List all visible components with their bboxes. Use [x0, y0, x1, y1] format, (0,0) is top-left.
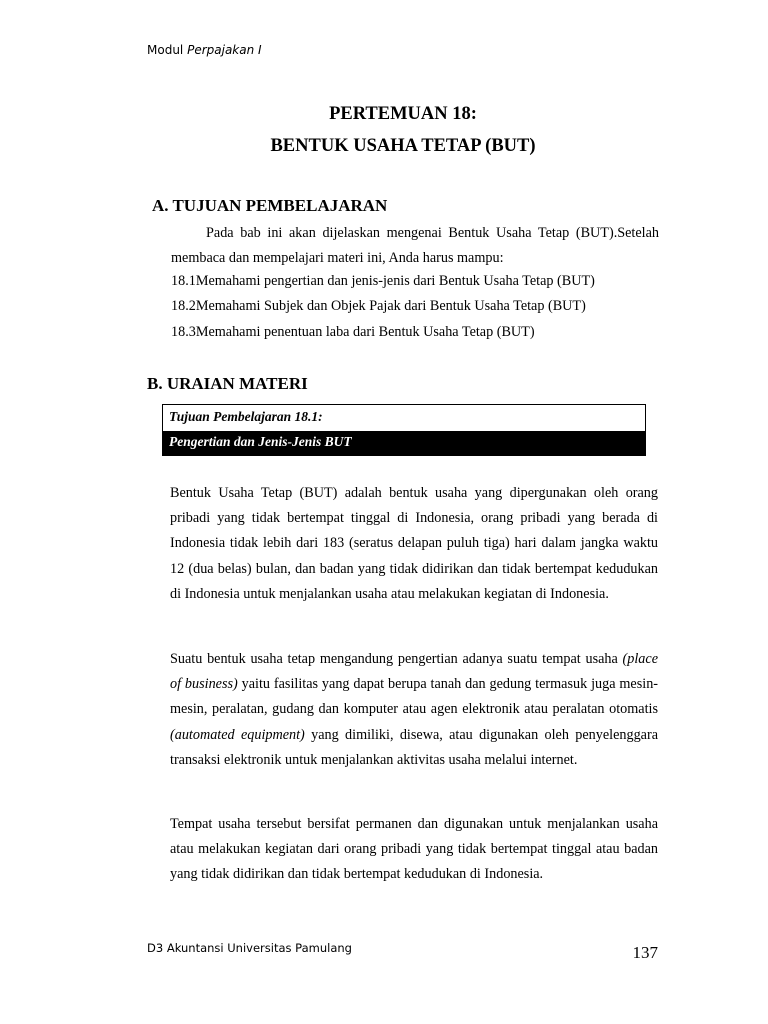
paragraph-place-of-business — [170, 647, 658, 773]
paragraph-definition: Bentuk Usaha Tetap (BUT) adalah bentuk usaha yang dipergunakan oleh orang pribadi yang tidak bertempat tinggal di Indonesia, orang pribadi yang berada di Indonesia tidak lebih dari 183 (seratus delapan puluh tiga) hari dalam jangka waktu 12 (dua belas) bulan, dan badan yang tidak didirikan dan tidak bertempat kedudukan di Indonesia untuk menjalankan usaha atau melakukan kegiatan di Indonesia. — [170, 485, 658, 602]
paragraph-permanent-place: Tempat usaha tersebut bersifat permanen dan digunakan untuk menjalankan usaha atau melakukan kegiatan dari orang pribadi yang tidak bertempat tinggal atau badan yang tidak didirikan dan tidak bertempat kedudukan di Indonesia. — [170, 816, 658, 883]
page-number: 137 — [632, 943, 658, 962]
objective-item: 18.2Memahami Subjek dan Objek Pajak dari Bentuk Usaha Tetap (BUT) — [171, 298, 586, 314]
italic-term: (place of business) — [170, 651, 658, 693]
text-run: yaitu fasilitas yang dapat berupa tanah dan gedung termasuk juga mesin-mesin, peralatan, gudang dan komputer atau agen elektronik atau peralatan otomatis — [170, 676, 659, 718]
chapter-title: BENTUK USAHA TETAP (BUT) — [270, 136, 536, 156]
objective-item: 18.3Memahami penentuan laba dari Bentuk Usaha Tetap (BUT) — [171, 324, 535, 340]
text-run: yang dimiliki, disewa, atau digunakan oleh penyelenggara transaksi elektronik untuk menjalankan aktivitas usaha melalui internet. — [170, 726, 658, 768]
module-name: Perpajakan I — [187, 43, 262, 57]
objective-item: 18.1Memahami pengertian dan jenis-jenis dari Bentuk Usaha Tetap (BUT) — [171, 273, 595, 289]
objective-box-topic: Pengertian dan Jenis-Jenis BUT — [163, 431, 645, 456]
section-b-heading: B. URAIAN MATERI — [147, 374, 308, 393]
section-a-heading: A. TUJUAN PEMBELAJARAN — [152, 196, 388, 215]
objective-box-label: Tujuan Pembelajaran 18.1: — [169, 409, 323, 424]
footer-institution: D3 Akuntansi Universitas Pamulang — [147, 941, 352, 955]
italic-term: (automated equipment) — [170, 726, 305, 743]
running-header — [147, 43, 262, 57]
module-label: Modul — [147, 43, 184, 57]
section-a-intro: Pada bab ini akan dijelaskan mengenai Bentuk Usaha Tetap (BUT).Setelah membaca dan mempelajari materi ini, Anda harus mampu: — [171, 225, 659, 267]
text-run: Suatu bentuk usaha tetap mengandung pengertian adanya suatu tempat usaha — [170, 651, 623, 667]
learning-objective-box — [162, 404, 646, 456]
chapter-number: PERTEMUAN 18: — [329, 104, 477, 124]
